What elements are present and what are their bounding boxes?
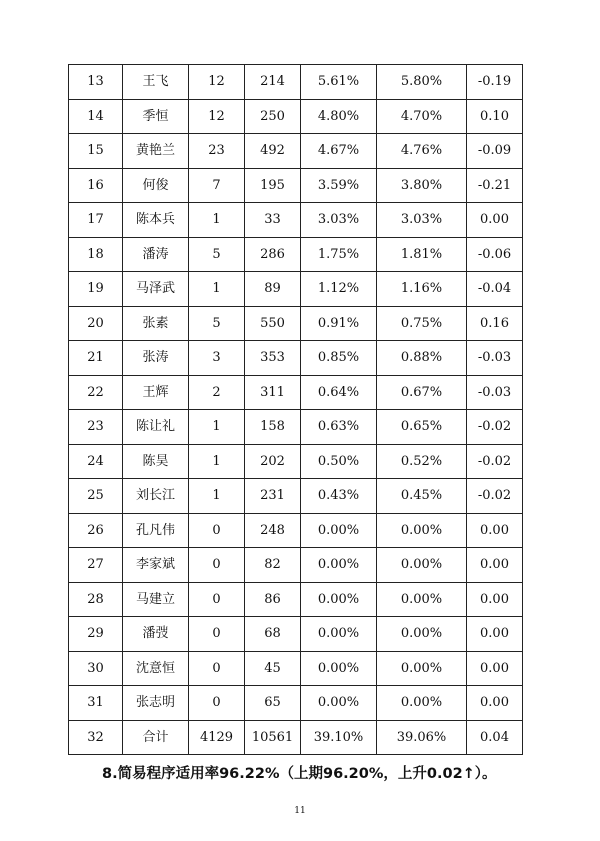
stats-table <box>68 64 523 755</box>
change-cell: 0.16 <box>467 306 523 341</box>
change-cell: -0.09 <box>467 134 523 169</box>
row-index-cell: 14 <box>69 99 123 134</box>
change-cell: -0.04 <box>467 272 523 307</box>
row-index-cell: 23 <box>69 410 123 445</box>
current-rate-cell: 5.61% <box>301 65 377 100</box>
table-row <box>69 513 523 548</box>
change-cell: -0.03 <box>467 375 523 410</box>
change-cell: 0.04 <box>467 720 523 755</box>
table-body <box>69 65 523 755</box>
page-number: 11 <box>294 806 306 816</box>
name-cell: 季恒 <box>123 99 189 134</box>
name-cell: 马泽武 <box>123 272 189 307</box>
total-cell: 550 <box>245 306 301 341</box>
current-rate-cell: 4.80% <box>301 99 377 134</box>
count-cell: 1 <box>189 444 245 479</box>
table-row <box>69 341 523 376</box>
change-cell: 0.00 <box>467 203 523 238</box>
table-row <box>69 134 523 169</box>
name-cell: 刘长江 <box>123 479 189 514</box>
name-cell: 张涛 <box>123 341 189 376</box>
change-cell: 0.00 <box>467 617 523 652</box>
total-cell: 33 <box>245 203 301 238</box>
count-cell: 0 <box>189 548 245 583</box>
table-row <box>69 65 523 100</box>
row-index-cell: 32 <box>69 720 123 755</box>
table-row <box>69 99 523 134</box>
count-cell: 7 <box>189 168 245 203</box>
name-cell: 孔凡伟 <box>123 513 189 548</box>
name-cell: 合计 <box>123 720 189 755</box>
row-index-cell: 24 <box>69 444 123 479</box>
count-cell: 23 <box>189 134 245 169</box>
previous-rate-cell: 0.00% <box>377 582 467 617</box>
count-cell: 0 <box>189 617 245 652</box>
change-cell: -0.03 <box>467 341 523 376</box>
row-index-cell: 13 <box>69 65 123 100</box>
current-rate-cell: 1.75% <box>301 237 377 272</box>
previous-rate-cell: 1.16% <box>377 272 467 307</box>
total-cell: 82 <box>245 548 301 583</box>
change-cell: -0.02 <box>467 410 523 445</box>
change-cell: 0.00 <box>467 513 523 548</box>
row-index-cell: 29 <box>69 617 123 652</box>
change-cell: 0.00 <box>467 651 523 686</box>
previous-rate-cell: 0.75% <box>377 306 467 341</box>
previous-rate-cell: 0.00% <box>377 548 467 583</box>
change-cell: -0.19 <box>467 65 523 100</box>
table-row <box>69 375 523 410</box>
name-cell: 潘涛 <box>123 237 189 272</box>
count-cell: 3 <box>189 341 245 376</box>
current-rate-cell: 4.67% <box>301 134 377 169</box>
previous-rate-cell: 0.00% <box>377 651 467 686</box>
previous-rate-cell: 0.67% <box>377 375 467 410</box>
change-cell: -0.06 <box>467 237 523 272</box>
total-cell: 311 <box>245 375 301 410</box>
row-index-cell: 18 <box>69 237 123 272</box>
row-index-cell: 26 <box>69 513 123 548</box>
change-cell: 0.10 <box>467 99 523 134</box>
total-cell: 89 <box>245 272 301 307</box>
total-cell: 195 <box>245 168 301 203</box>
count-cell: 1 <box>189 410 245 445</box>
total-cell: 250 <box>245 99 301 134</box>
current-rate-cell: 0.00% <box>301 651 377 686</box>
change-cell: -0.21 <box>467 168 523 203</box>
current-rate-cell: 0.43% <box>301 479 377 514</box>
previous-rate-cell: 0.00% <box>377 513 467 548</box>
count-cell: 0 <box>189 686 245 721</box>
table-row <box>69 444 523 479</box>
total-cell: 492 <box>245 134 301 169</box>
name-cell: 李家斌 <box>123 548 189 583</box>
count-cell: 0 <box>189 651 245 686</box>
row-index-cell: 17 <box>69 203 123 238</box>
total-cell: 353 <box>245 341 301 376</box>
change-cell: -0.02 <box>467 444 523 479</box>
count-cell: 1 <box>189 203 245 238</box>
total-cell: 86 <box>245 582 301 617</box>
name-cell: 王飞 <box>123 65 189 100</box>
change-cell: 0.00 <box>467 582 523 617</box>
name-cell: 张素 <box>123 306 189 341</box>
total-cell: 214 <box>245 65 301 100</box>
row-index-cell: 22 <box>69 375 123 410</box>
previous-rate-cell: 4.70% <box>377 99 467 134</box>
count-cell: 12 <box>189 65 245 100</box>
previous-rate-cell: 0.00% <box>377 686 467 721</box>
count-cell: 0 <box>189 582 245 617</box>
name-cell: 沈意恒 <box>123 651 189 686</box>
table-row <box>69 237 523 272</box>
row-index-cell: 25 <box>69 479 123 514</box>
current-rate-cell: 3.59% <box>301 168 377 203</box>
current-rate-cell: 0.91% <box>301 306 377 341</box>
previous-rate-cell: 4.76% <box>377 134 467 169</box>
count-cell: 5 <box>189 237 245 272</box>
count-cell: 4129 <box>189 720 245 755</box>
previous-rate-cell: 0.88% <box>377 341 467 376</box>
total-cell: 10561 <box>245 720 301 755</box>
total-cell: 158 <box>245 410 301 445</box>
table-row <box>69 548 523 583</box>
total-cell: 202 <box>245 444 301 479</box>
current-rate-cell: 39.10% <box>301 720 377 755</box>
current-rate-cell: 0.50% <box>301 444 377 479</box>
footnote: 8.简易程序适用率96.22%（上期96.20%，上升0.02↑）。 <box>102 766 497 782</box>
total-cell: 68 <box>245 617 301 652</box>
table-row <box>69 720 523 755</box>
row-index-cell: 19 <box>69 272 123 307</box>
change-cell: -0.02 <box>467 479 523 514</box>
current-rate-cell: 0.64% <box>301 375 377 410</box>
total-cell: 286 <box>245 237 301 272</box>
row-index-cell: 15 <box>69 134 123 169</box>
row-index-cell: 28 <box>69 582 123 617</box>
change-cell: 0.00 <box>467 686 523 721</box>
previous-rate-cell: 0.45% <box>377 479 467 514</box>
total-cell: 231 <box>245 479 301 514</box>
table-row <box>69 203 523 238</box>
count-cell: 1 <box>189 272 245 307</box>
current-rate-cell: 0.00% <box>301 513 377 548</box>
table-row <box>69 272 523 307</box>
current-rate-cell: 0.85% <box>301 341 377 376</box>
table-row <box>69 651 523 686</box>
count-cell: 2 <box>189 375 245 410</box>
total-cell: 248 <box>245 513 301 548</box>
count-cell: 12 <box>189 99 245 134</box>
current-rate-cell: 0.00% <box>301 582 377 617</box>
name-cell: 陈昊 <box>123 444 189 479</box>
change-cell: 0.00 <box>467 548 523 583</box>
table-row <box>69 410 523 445</box>
row-index-cell: 30 <box>69 651 123 686</box>
table-row <box>69 306 523 341</box>
current-rate-cell: 1.12% <box>301 272 377 307</box>
count-cell: 5 <box>189 306 245 341</box>
current-rate-cell: 0.00% <box>301 686 377 721</box>
count-cell: 0 <box>189 513 245 548</box>
previous-rate-cell: 0.00% <box>377 617 467 652</box>
table-row <box>69 479 523 514</box>
name-cell: 陈让礼 <box>123 410 189 445</box>
name-cell: 何俊 <box>123 168 189 203</box>
current-rate-cell: 0.00% <box>301 617 377 652</box>
name-cell: 陈本兵 <box>123 203 189 238</box>
row-index-cell: 27 <box>69 548 123 583</box>
previous-rate-cell: 1.81% <box>377 237 467 272</box>
table-row <box>69 582 523 617</box>
total-cell: 65 <box>245 686 301 721</box>
row-index-cell: 31 <box>69 686 123 721</box>
row-index-cell: 20 <box>69 306 123 341</box>
table-row <box>69 686 523 721</box>
previous-rate-cell: 5.80% <box>377 65 467 100</box>
previous-rate-cell: 0.65% <box>377 410 467 445</box>
current-rate-cell: 3.03% <box>301 203 377 238</box>
total-cell: 45 <box>245 651 301 686</box>
previous-rate-cell: 3.03% <box>377 203 467 238</box>
name-cell: 王辉 <box>123 375 189 410</box>
name-cell: 马建立 <box>123 582 189 617</box>
previous-rate-cell: 3.80% <box>377 168 467 203</box>
previous-rate-cell: 0.52% <box>377 444 467 479</box>
row-index-cell: 21 <box>69 341 123 376</box>
table-row <box>69 617 523 652</box>
row-index-cell: 16 <box>69 168 123 203</box>
previous-rate-cell: 39.06% <box>377 720 467 755</box>
table-row <box>69 168 523 203</box>
current-rate-cell: 0.63% <box>301 410 377 445</box>
name-cell: 潘弢 <box>123 617 189 652</box>
name-cell: 黄艳兰 <box>123 134 189 169</box>
count-cell: 1 <box>189 479 245 514</box>
current-rate-cell: 0.00% <box>301 548 377 583</box>
name-cell: 张志明 <box>123 686 189 721</box>
